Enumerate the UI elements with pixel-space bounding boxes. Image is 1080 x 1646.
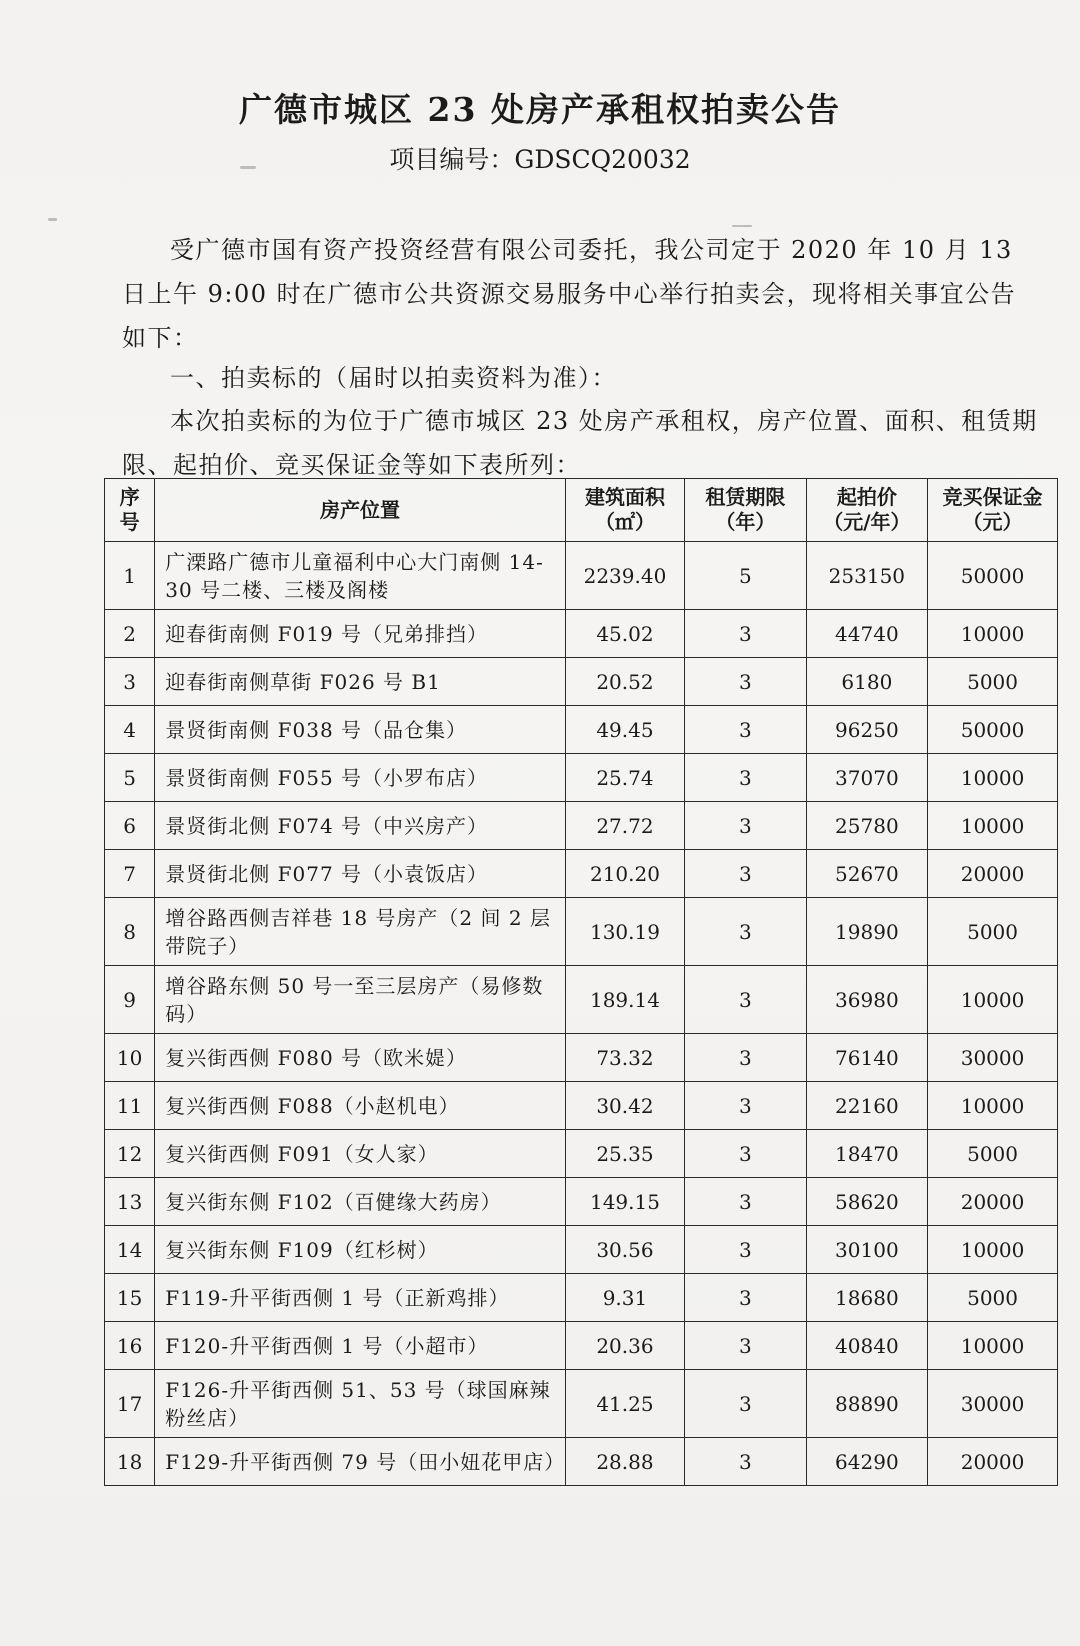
cell-deposit: 10000 (928, 1082, 1058, 1130)
table-row (105, 1370, 1058, 1438)
cell-location: F120-升平街西侧 1 号（小超市） (155, 1322, 566, 1370)
cell-starting-price: 52670 (806, 850, 927, 898)
paper-mark (732, 225, 752, 227)
cell-starting-price: 30100 (806, 1226, 927, 1274)
table-row (105, 802, 1058, 850)
header-term-line2: （年） (715, 510, 776, 534)
cell-area: 30.56 (565, 1226, 684, 1274)
cell-lease-term: 3 (685, 966, 806, 1034)
cell-location: 迎春街南侧草街 F026 号 B1 (155, 658, 566, 706)
header-price-line2: （元/年） (823, 510, 911, 534)
table-row (105, 1274, 1058, 1322)
table-row (105, 1226, 1058, 1274)
cell-deposit: 30000 (928, 1034, 1058, 1082)
cell-area: 45.02 (565, 610, 684, 658)
cell-area: 25.74 (565, 754, 684, 802)
cell-lease-term: 3 (685, 658, 806, 706)
cell-starting-price: 88890 (806, 1370, 927, 1438)
cell-lease-term: 3 (685, 1034, 806, 1082)
cell-serial-number: 17 (105, 1370, 155, 1438)
cell-starting-price: 6180 (806, 658, 927, 706)
header-location-label: 房产位置 (320, 497, 401, 522)
cell-area: 20.36 (565, 1322, 684, 1370)
cell-serial-number: 8 (105, 898, 155, 966)
table-row (105, 1034, 1058, 1082)
cell-deposit: 10000 (928, 754, 1058, 802)
cell-area: 49.45 (565, 706, 684, 754)
header-lease-term (685, 479, 806, 542)
cell-lease-term: 3 (685, 1370, 806, 1438)
cell-area: 210.20 (565, 850, 684, 898)
cell-area: 25.35 (565, 1130, 684, 1178)
cell-deposit: 10000 (928, 1226, 1058, 1274)
header-deposit-line1: 竞买保证金 (942, 485, 1043, 509)
cell-location: 增谷路东侧 50 号一至三层房产（易修数码） (155, 966, 566, 1034)
header-price-line1: 起拍价 (836, 485, 897, 509)
cell-serial-number: 12 (105, 1130, 155, 1178)
cell-lease-term: 3 (685, 1274, 806, 1322)
table-row (105, 754, 1058, 802)
cell-lease-term: 3 (685, 802, 806, 850)
cell-area: 30.42 (565, 1082, 684, 1130)
cell-area: 189.14 (565, 966, 684, 1034)
cell-deposit: 5000 (928, 898, 1058, 966)
cell-serial-number: 7 (105, 850, 155, 898)
intro-paragraph: 受广德市国有资产投资经营有限公司委托，我公司定于 2020 年 10 月 13 日上午 9:00 时在广德市公共资源交易服务中心举行拍卖会，现将相关事宜公告如下： (122, 236, 1017, 352)
cell-serial-number: 3 (105, 658, 155, 706)
cell-deposit: 5000 (928, 1130, 1058, 1178)
cell-serial-number: 5 (105, 754, 155, 802)
table-row (105, 1130, 1058, 1178)
cell-location: 景贤街南侧 F055 号（小罗布店） (155, 754, 566, 802)
cell-lease-term: 3 (685, 1130, 806, 1178)
cell-starting-price: 76140 (806, 1034, 927, 1082)
cell-area: 9.31 (565, 1274, 684, 1322)
auction-subject-paragraph: 本次拍卖标的为位于广德市城区 23 处房产承租权，房产位置、面积、租赁期限、起拍价、竞买保证金等如下表所列： (122, 407, 1038, 479)
cell-lease-term: 3 (685, 898, 806, 966)
cell-location: 复兴街东侧 F109（红杉树） (155, 1226, 566, 1274)
header-serial-line2: 号 (119, 510, 140, 534)
cell-serial-number: 4 (105, 706, 155, 754)
cell-starting-price: 44740 (806, 610, 927, 658)
table-header-row (105, 479, 1058, 542)
cell-location: 迎春街南侧 F019 号（兄弟排挡） (155, 610, 566, 658)
cell-lease-term: 3 (685, 1178, 806, 1226)
cell-area: 41.25 (565, 1370, 684, 1438)
header-serial-number (105, 479, 155, 542)
cell-area: 73.32 (565, 1034, 684, 1082)
cell-serial-number: 1 (105, 542, 155, 610)
cell-starting-price: 19890 (806, 898, 927, 966)
project-number: 项目编号：GDSCQ20032 (389, 145, 691, 174)
cell-serial-number: 16 (105, 1322, 155, 1370)
header-serial-line1: 序 (119, 485, 140, 509)
cell-serial-number: 14 (105, 1226, 155, 1274)
cell-lease-term: 3 (685, 754, 806, 802)
cell-starting-price: 25780 (806, 802, 927, 850)
cell-location: F126-升平街西侧 51、53 号（球国麻辣粉丝店） (155, 1370, 566, 1438)
cell-location: 增谷路西侧吉祥巷 18 号房产（2 间 2 层带院子） (155, 898, 566, 966)
cell-location: 景贤街南侧 F038 号（品仓集） (155, 706, 566, 754)
table-row (105, 850, 1058, 898)
table-row (105, 1178, 1058, 1226)
cell-deposit: 50000 (928, 542, 1058, 610)
cell-starting-price: 40840 (806, 1322, 927, 1370)
cell-lease-term: 3 (685, 1438, 806, 1486)
header-deposit (928, 479, 1058, 542)
cell-serial-number: 18 (105, 1438, 155, 1486)
cell-area: 149.15 (565, 1178, 684, 1226)
cell-location: 复兴街东侧 F102（百健缘大药房） (155, 1178, 566, 1226)
cell-lease-term: 3 (685, 1226, 806, 1274)
cell-deposit: 20000 (928, 1178, 1058, 1226)
cell-location: 景贤街北侧 F077 号（小袁饭店） (155, 850, 566, 898)
cell-location: 复兴街西侧 F088（小赵机电） (155, 1082, 566, 1130)
cell-location: F129-升平街西侧 79 号（田小妞花甲店） (155, 1438, 566, 1486)
table-row (105, 1438, 1058, 1486)
table-row (105, 706, 1058, 754)
cell-deposit: 10000 (928, 610, 1058, 658)
cell-area: 20.52 (565, 658, 684, 706)
cell-starting-price: 22160 (806, 1082, 927, 1130)
table-row (105, 898, 1058, 966)
table-row (105, 610, 1058, 658)
cell-location: 复兴街西侧 F080 号（欧米媞） (155, 1034, 566, 1082)
cell-lease-term: 5 (685, 542, 806, 610)
cell-lease-term: 3 (685, 850, 806, 898)
header-deposit-line2: （元） (962, 510, 1023, 534)
cell-deposit: 10000 (928, 966, 1058, 1034)
cell-lease-term: 3 (685, 1082, 806, 1130)
cell-starting-price: 18680 (806, 1274, 927, 1322)
cell-starting-price: 64290 (806, 1438, 927, 1486)
cell-lease-term: 3 (685, 1322, 806, 1370)
cell-deposit: 5000 (928, 1274, 1058, 1322)
cell-deposit: 10000 (928, 802, 1058, 850)
table-row (105, 1082, 1058, 1130)
cell-starting-price: 58620 (806, 1178, 927, 1226)
cell-location: F119-升平街西侧 1 号（正新鸡排） (155, 1274, 566, 1322)
cell-starting-price: 37070 (806, 754, 927, 802)
header-term-line1: 租赁期限 (705, 485, 786, 509)
cell-starting-price: 36980 (806, 966, 927, 1034)
cell-serial-number: 2 (105, 610, 155, 658)
cell-serial-number: 15 (105, 1274, 155, 1322)
table-row (105, 966, 1058, 1034)
cell-location: 广溧路广德市儿童福利中心大门南侧 14-30 号二楼、三楼及阁楼 (155, 542, 566, 610)
auction-lots-table (104, 478, 1058, 1486)
cell-serial-number: 13 (105, 1178, 155, 1226)
cell-serial-number: 6 (105, 802, 155, 850)
section-heading: 一、拍卖标的（届时以拍卖资料为准）： (170, 364, 617, 392)
cell-serial-number: 9 (105, 966, 155, 1034)
cell-serial-number: 10 (105, 1034, 155, 1082)
cell-serial-number: 11 (105, 1082, 155, 1130)
cell-deposit: 5000 (928, 658, 1058, 706)
cell-deposit: 20000 (928, 850, 1058, 898)
cell-deposit: 20000 (928, 1438, 1058, 1486)
header-area-line1: 建筑面积 (584, 485, 665, 509)
cell-lease-term: 3 (685, 706, 806, 754)
cell-deposit: 10000 (928, 1322, 1058, 1370)
cell-location: 复兴街西侧 F091（女人家） (155, 1130, 566, 1178)
header-area (565, 479, 684, 542)
cell-starting-price: 96250 (806, 706, 927, 754)
cell-deposit: 50000 (928, 706, 1058, 754)
cell-starting-price: 253150 (806, 542, 927, 610)
cell-starting-price: 18470 (806, 1130, 927, 1178)
header-location (155, 479, 566, 542)
table-row (105, 658, 1058, 706)
cell-area: 2239.40 (565, 542, 684, 610)
cell-lease-term: 3 (685, 610, 806, 658)
header-area-line2: （㎡） (594, 510, 655, 534)
cell-deposit: 30000 (928, 1370, 1058, 1438)
paper-mark (48, 218, 57, 221)
cell-area: 130.19 (565, 898, 684, 966)
cell-location: 景贤街北侧 F074 号（中兴房产） (155, 802, 566, 850)
table-row (105, 1322, 1058, 1370)
cell-area: 28.88 (565, 1438, 684, 1486)
table-row (105, 542, 1058, 610)
header-starting-price (806, 479, 927, 542)
document-title: 广德市城区 23 处房产承租权拍卖公告 (239, 90, 841, 129)
cell-area: 27.72 (565, 802, 684, 850)
